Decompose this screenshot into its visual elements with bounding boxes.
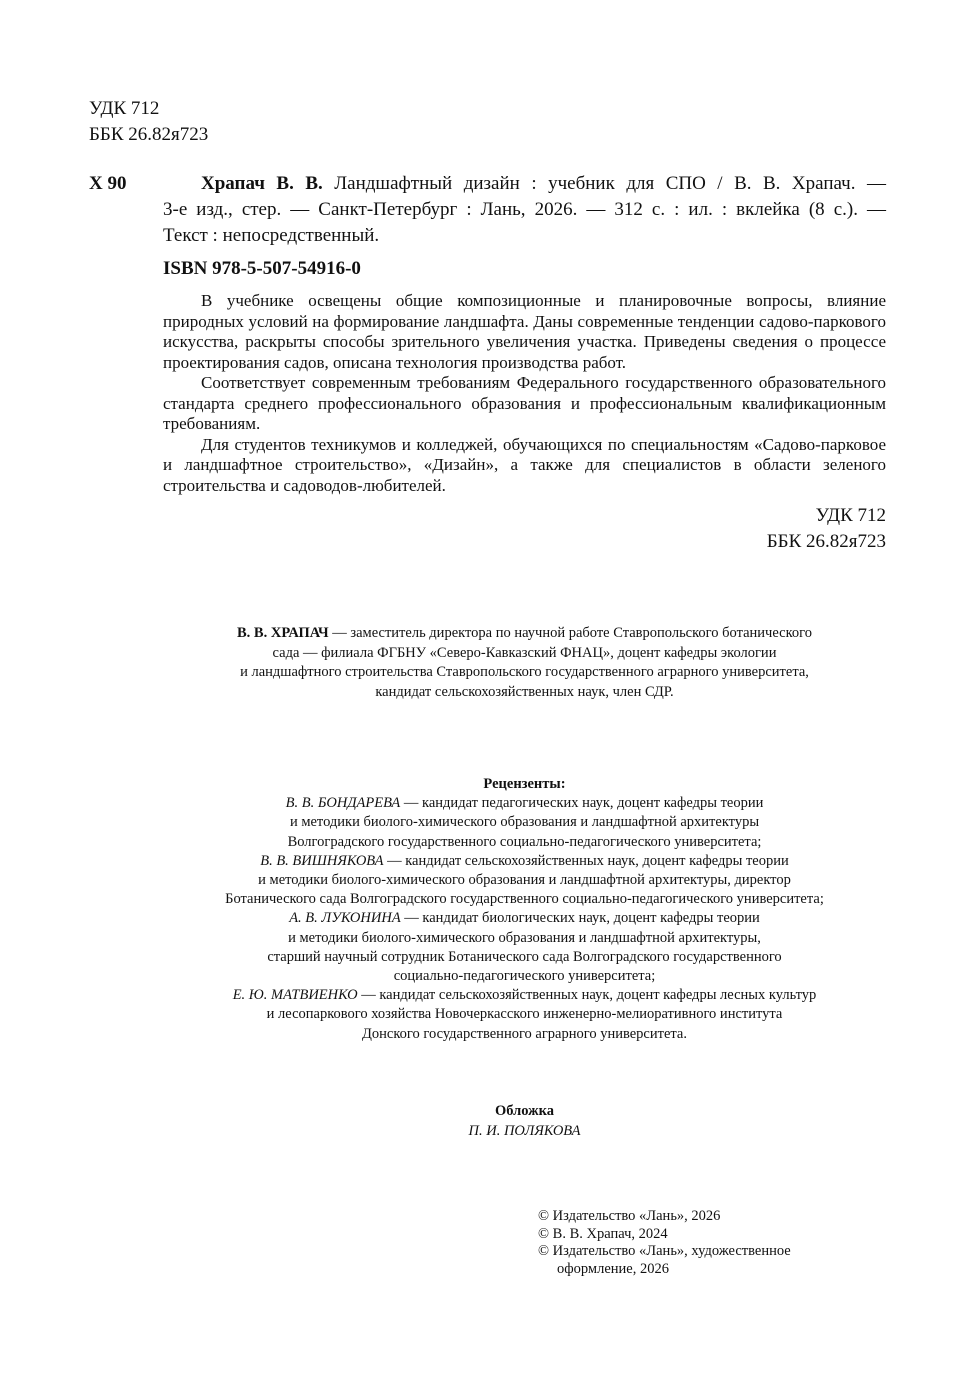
reviewer-line: — кандидат сельскохозяйственных наук, доцент кафедры теории <box>383 852 789 869</box>
cover-artist: П. И. ПОЛЯКОВА <box>468 1122 581 1139</box>
copyright-line: © Издательство «Лань», художественное <box>538 1243 791 1259</box>
cover-credit <box>163 1102 886 1141</box>
author-info-line: и ландшафтного строительства Ставропольского государственного аграрного университета, <box>240 664 809 680</box>
bbk-code: ББК 26.82я723 <box>89 124 209 145</box>
annotation <box>163 291 886 496</box>
udk-top-block <box>89 96 208 148</box>
reviewer-name: В. В. ВИШНЯКОВА <box>260 852 384 869</box>
copyright-line: оформление, 2026 <box>557 1260 669 1277</box>
reviewer-line: и методики биолого-химического образования и ландшафтной архитектуры <box>289 814 760 831</box>
udk-bottom-block <box>163 503 886 555</box>
author-info-line: — заместитель директора по научной работе Ставропольского ботанического <box>328 625 812 641</box>
reviewer-line: социально-педагогического университета; <box>393 968 656 985</box>
reviewer-line: — кандидат педагогических наук, доцент кафедры теории <box>400 795 764 812</box>
biblio-line-3: Текст : непосредственный. <box>163 225 380 246</box>
reviewer-name: В. В. БОНДАРЕВА <box>285 795 401 812</box>
author-name: В. В. ХРАПАЧ <box>237 625 329 641</box>
reviewer-line: и методики биолого-химического образования и ландшафтной архитектуры, <box>288 929 761 946</box>
reviewer-line: и методики биолого-химического образования и ландшафтной архитектуры, директор <box>258 872 791 889</box>
reviewer-line: Донского государственного аграрного университета. <box>362 1025 687 1042</box>
author-info <box>163 624 886 702</box>
reviewer-name: А. В. ЛУКОНИНА <box>289 910 401 927</box>
copyright-line: © В. В. Храпач, 2024 <box>538 1225 668 1242</box>
reviewer-line: — кандидат биологических наук, доцент кафедры теории <box>400 910 760 927</box>
reviewer-line: — кандидат сельскохозяйственных наук, доцент кафедры лесных культур <box>357 987 817 1004</box>
author-info-line: кандидат сельскохозяйственных наук, член СДР. <box>375 683 674 700</box>
isbn: ISBN 978-5-507-54916-0 <box>163 258 361 279</box>
copyright-line: © Издательство «Лань», 2026 <box>538 1208 721 1224</box>
biblio-line-2: 3-е изд., стер. — Санкт-Петербург : Лань, 2026. — 312 с. : ил. : вклейка (8 с.). — <box>163 199 886 220</box>
biblio-line-1: Ландшафтный дизайн : учебник для СПО / В. В. Храпач. — <box>322 173 886 194</box>
reviewer-name: Е. Ю. МАТВИЕНКО <box>232 987 358 1004</box>
annotation-paragraph: В учебнике освещены общие композиционные и планировочные вопросы, влияние природных условий на формирование ландшафта. Даны современные тенденции садово-паркового искусства, раскрыты способы зрительного увеличения участка. Приведены сведения о процессе проектирования садов, описана технология производства работ. <box>163 291 886 372</box>
cover-title: Обложка <box>494 1103 555 1119</box>
annotation-paragraph: Для студентов техникумов и колледжей, обучающихся по специальностям «Садово-парковое и ландшафтное строительство», «Дизайн», а также для специалистов в области зеленого строительства и садоводов-любителей. <box>163 434 886 495</box>
reviewer-line: Ботанического сада Волгоградского государственного социально-педагогического университета; <box>225 891 824 908</box>
reviewer-line: Волгоградского государственного социально-педагогического университета; <box>287 833 762 850</box>
udk-code: УДК 712 <box>89 98 160 119</box>
reviewers-title: Рецензенты: <box>483 776 566 792</box>
reviewers-block <box>163 775 886 1044</box>
reviewer-line: и лесопаркового хозяйства Новочеркасского инженерно-мелиоративного института <box>266 1006 783 1023</box>
author-info-line: сада — филиала ФГБНУ «Северо-Кавказский ФНАЦ», доцент кафедры экологии <box>272 644 777 661</box>
copyright-block <box>538 1208 858 1278</box>
udk-code: УДК 712 <box>815 505 886 526</box>
annotation-paragraph: Соответствует современным требованиям Федерального государственного образовательного стандарта среднего профессионального образования и профессиональным квалификационным требованиям. <box>163 373 886 433</box>
author-mark: Х 90 <box>89 173 127 194</box>
reviewer-line: старший научный сотрудник Ботанического сада Волгоградского государственного <box>267 948 782 965</box>
bibliographic-description <box>163 171 886 249</box>
bbk-code: ББК 26.82я723 <box>766 531 886 552</box>
biblio-author: Храпач В. В. <box>201 173 323 194</box>
